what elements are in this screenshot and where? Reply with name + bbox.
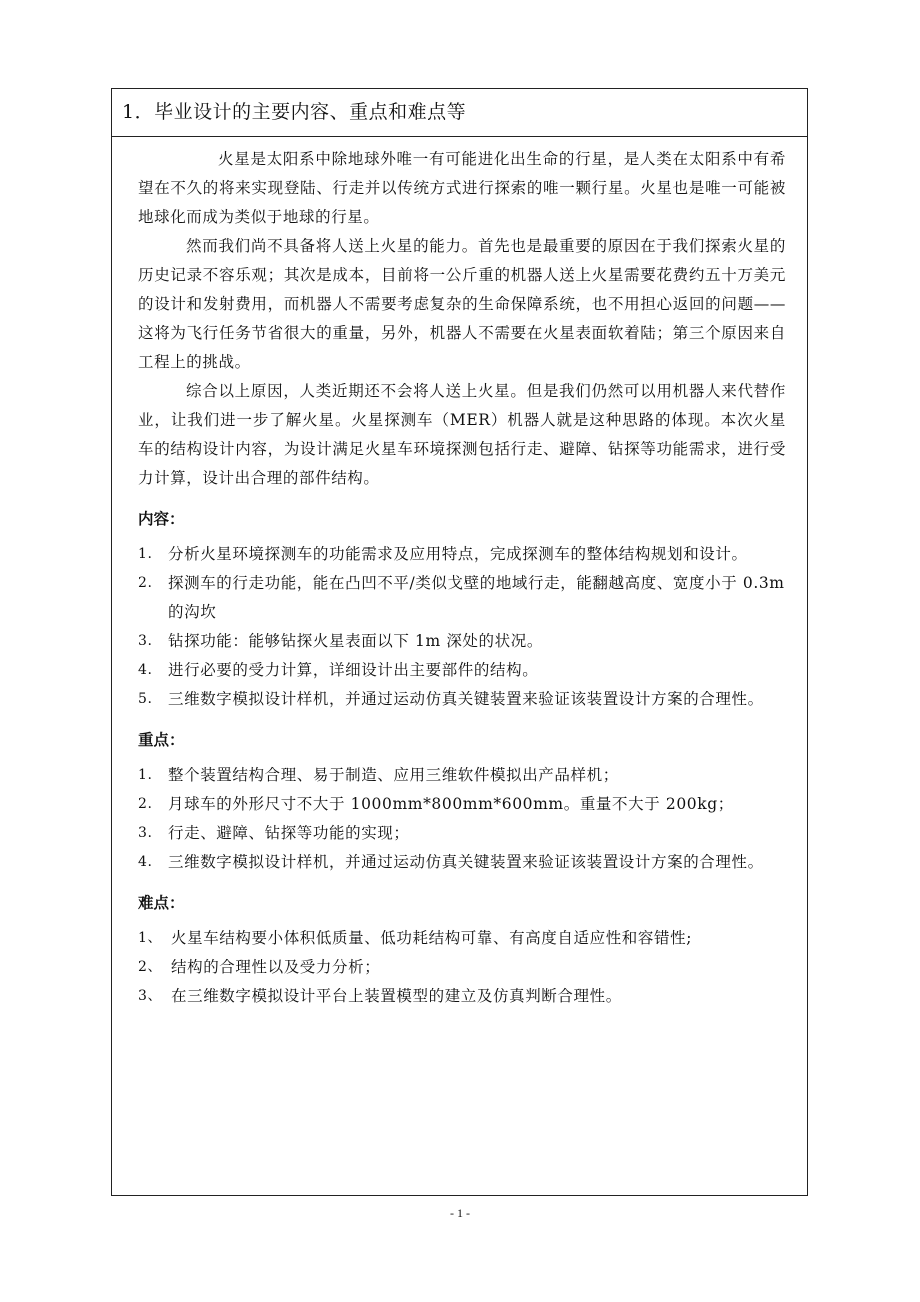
list-item-number: 1、 [138, 930, 163, 946]
list-item-text: 火星车结构要小体积低质量、低功耗结构可靠、有高度自适应性和容错性; [171, 929, 693, 947]
list-item [138, 761, 786, 790]
difficulties-list [138, 924, 786, 1011]
list-item-text: 行走、避障、钻探等功能的实现； [168, 824, 410, 842]
list-item [138, 819, 786, 848]
list-item [138, 982, 786, 1011]
list-item-text: 在三维数字模拟设计平台上装置模型的建立及仿真判断合理性。 [171, 987, 622, 1005]
list-item [138, 953, 786, 982]
list-item-text: 整个装置结构合理、易于制造、应用三维软件模拟出产品样机； [168, 766, 619, 784]
list-item-text: 三维数字模拟设计样机，并通过运动仿真关键装置来验证该装置设计方案的合理性。 [168, 690, 764, 708]
list-item-number: 5. [138, 691, 153, 707]
list-item [138, 790, 786, 819]
list-item [138, 924, 786, 953]
list-item [138, 569, 786, 627]
list-item-number: 1. [138, 546, 153, 562]
list-item-text: 月球车的外形尺寸不大于 1000mm*800mm*600mm。重量不大于 200kg； [168, 795, 734, 813]
intro-paragraph-3: 综合以上原因，人类近期还不会将人送上火星。但是我们仍然可以用机器人来代替作业，让我们进一步了解火星。火星探测车（MER）机器人就是这种思路的体现。本次火星车的结构设计内容，为设计满足火星车环境探测包括行走、避障、钻探等功能需求，进行受力计算，设计出合理的部件结构。 [138, 382, 786, 487]
list-item [138, 848, 786, 877]
list-item-number: 4. [138, 854, 153, 870]
list-item-text: 三维数字模拟设计样机，并通过运动仿真关键装置来验证该装置设计方案的合理性。 [168, 853, 764, 871]
content-list [138, 540, 786, 714]
list-item-text: 结构的合理性以及受力分析； [171, 958, 381, 976]
key-points-heading: 重点： [138, 731, 185, 749]
list-item-number: 3. [138, 633, 153, 649]
list-item-number: 3、 [138, 988, 163, 1004]
form-table [111, 88, 808, 1196]
list-item-text: 钻探功能：能够钻探火星表面以下 1m 深处的状况。 [168, 632, 543, 650]
list-item [138, 540, 786, 569]
list-item-number: 2、 [138, 959, 163, 975]
list-item-text: 分析火星环境探测车的功能需求及应用特点，完成探测车的整体结构规划和设计。 [168, 545, 748, 563]
intro-paragraph-2: 然而我们尚不具备将人送上火星的能力。首先也是最重要的原因在于我们探索火星的历史记录不容乐观；其次是成本，目前将一公斤重的机器人送上火星需要花费约五十万美元的设计和发射费用，而机器人不需要考虑复杂的生命保障系统，也不用担心返回的问题——这将为飞行任务节省很大的重量，另外，机器人不需要在火星表面软着陆；第三个原因来自工程上的挑战。 [138, 237, 786, 371]
list-item [138, 685, 786, 714]
page-number: - 1 - [450, 1206, 470, 1220]
section-body [138, 145, 786, 1015]
section-title: 1．毕业设计的主要内容、重点和难点等 [122, 101, 467, 123]
key-points-list [138, 761, 786, 877]
list-item-number: 4. [138, 662, 153, 678]
content-heading: 内容： [138, 510, 185, 528]
difficulties-heading: 难点： [138, 894, 185, 912]
list-item-text: 进行必要的受力计算，详细设计出主要部件的结构。 [168, 661, 539, 679]
section-header-row [112, 89, 807, 137]
list-item-text: 探测车的行走功能，能在凸凹不平/类似戈壁的地域行走，能翻越高度、宽度小于 0.3m 的沟坎 [168, 574, 785, 621]
list-item [138, 656, 786, 685]
list-item-number: 3. [138, 825, 153, 841]
list-item-number: 2. [138, 796, 153, 812]
list-item [138, 627, 786, 656]
intro-paragraph-1: 火星是太阳系中除地球外唯一有可能进化出生命的行星，是人类在太阳系中有希望在不久的将来实现登陆、行走并以传统方式进行探索的唯一颗行星。火星也是唯一可能被地球化而成为类似于地球的行星。 [138, 150, 786, 226]
list-item-number: 2. [138, 575, 153, 591]
list-item-number: 1. [138, 767, 153, 783]
